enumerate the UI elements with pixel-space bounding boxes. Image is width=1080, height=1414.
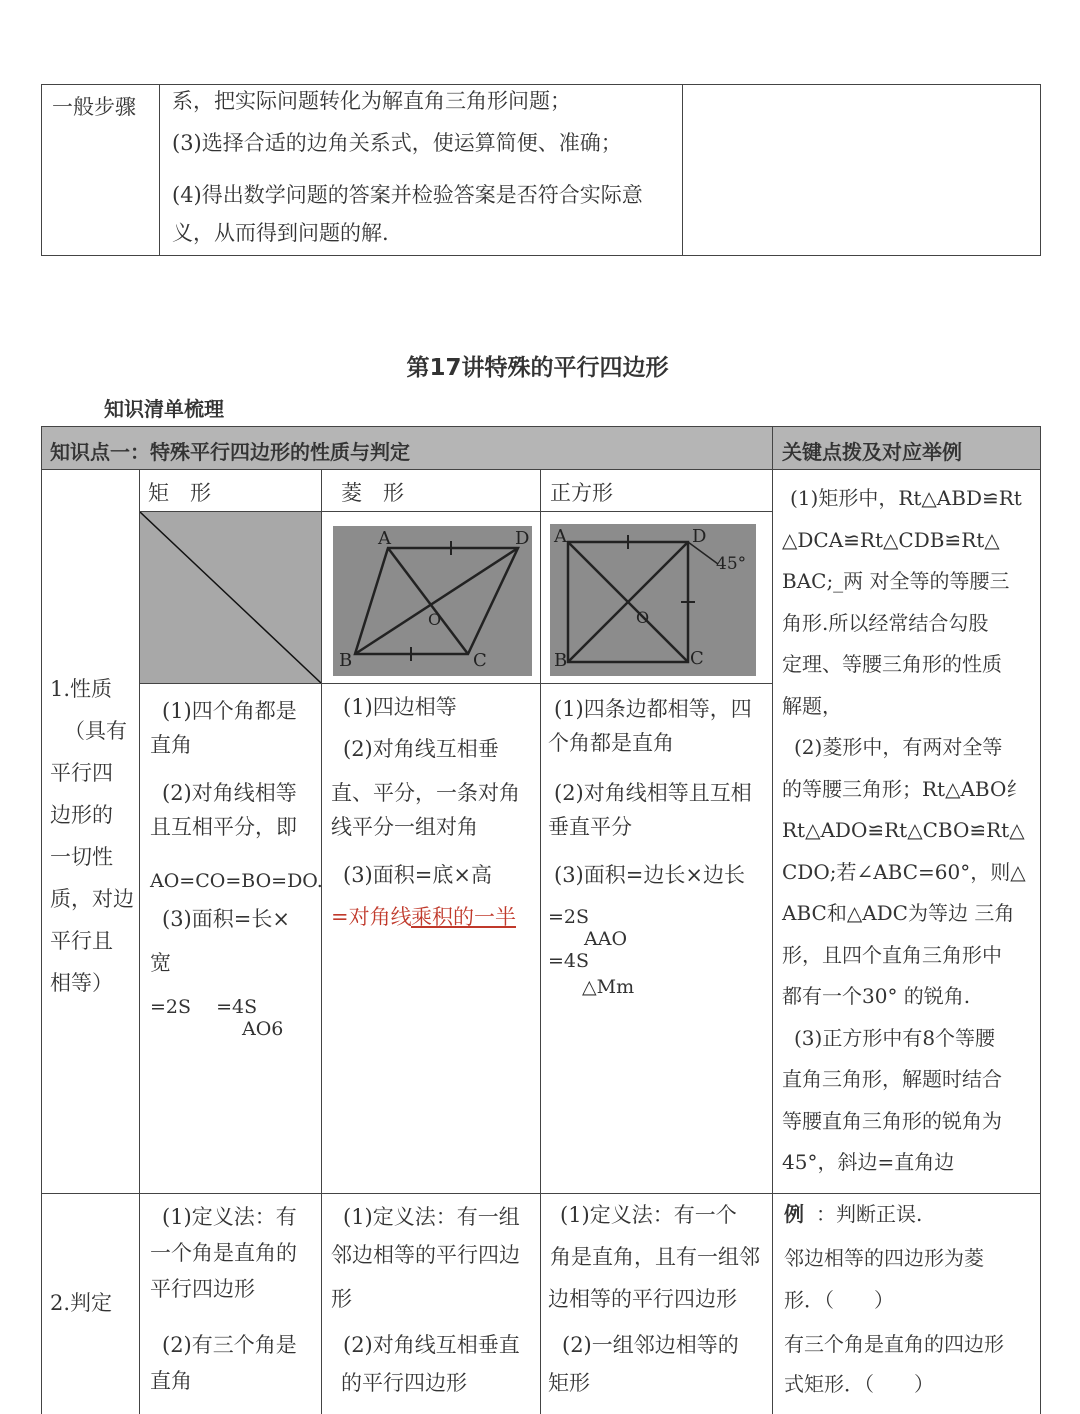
rhombus-label-a: A xyxy=(378,528,391,549)
rhombus-label-d: D xyxy=(515,528,530,549)
steps-label: 一般步骤 xyxy=(52,95,136,119)
section-subtitle: 知识清单梳理 xyxy=(104,397,224,421)
row-properties-label: 1.性质 （具有 平行四 边形的 一切性 质，对边 平行且 相等） xyxy=(50,677,134,995)
rectangle-figure-cell xyxy=(140,512,321,683)
square-label-d: D xyxy=(692,526,707,547)
col-rectangle: 矩 形 xyxy=(148,481,211,505)
step-line-2: (3)选择合适的边角关系式，使运算简便、准确； xyxy=(172,131,622,155)
col-square: 正方形 xyxy=(550,481,613,505)
square-angle-label: 45° xyxy=(716,554,747,574)
row-judgement-label: 2.判定 xyxy=(50,1291,113,1315)
step-line-3: (4)得出数学问题的答案并检验答案是否符合实际意 xyxy=(172,183,643,207)
step-line-1: 系，把实际问题转化为解直角三角形问题； xyxy=(172,89,571,113)
rhombus-label-c: C xyxy=(473,650,487,671)
rhombus-label-o: O xyxy=(428,610,442,629)
page-title: 第17讲特殊的平行四边形 xyxy=(406,355,669,381)
col-rhombus: 菱 形 xyxy=(341,481,404,505)
square-label-c: C xyxy=(690,648,704,669)
square-label-a: A xyxy=(554,526,567,547)
header-knowledge-point: 知识点一：特殊平行四边形的性质与判定 xyxy=(50,440,410,464)
square-label-o: O xyxy=(636,608,650,627)
key-points-properties: (1)矩形中，Rt△ABD≌Rt △DCA≌Rt△CDB≌Rt△ BAC;_两 对全等的等腰三 角形.所以经常结合勾股 定理、等腰三角形的性质 解题， (2)菱形中，有两对全等 的等腰三角形；Rt△ABO纟 Rt△ADO≌Rt△CBO≌Rt△ CDO;若∠ABC=60°，则△ ABC和△ADC为等边 三角 形，且四个直角三角形中 都有一个30° 的锐角. (3)正方形中有8个等腰 直角三角形，解题时结合 等腰直角三角形的锐角为 45°，斜边=直角边 xyxy=(782,486,1027,1174)
header-key-points: 关键点拨及对应举例 xyxy=(782,440,962,464)
rhombus-label-b: B xyxy=(339,650,353,671)
step-line-4: 义，从而得到问题的解. xyxy=(172,221,389,245)
square-label-b: B xyxy=(554,650,568,671)
square-figure xyxy=(550,524,756,676)
rhombus-figure xyxy=(333,526,532,676)
